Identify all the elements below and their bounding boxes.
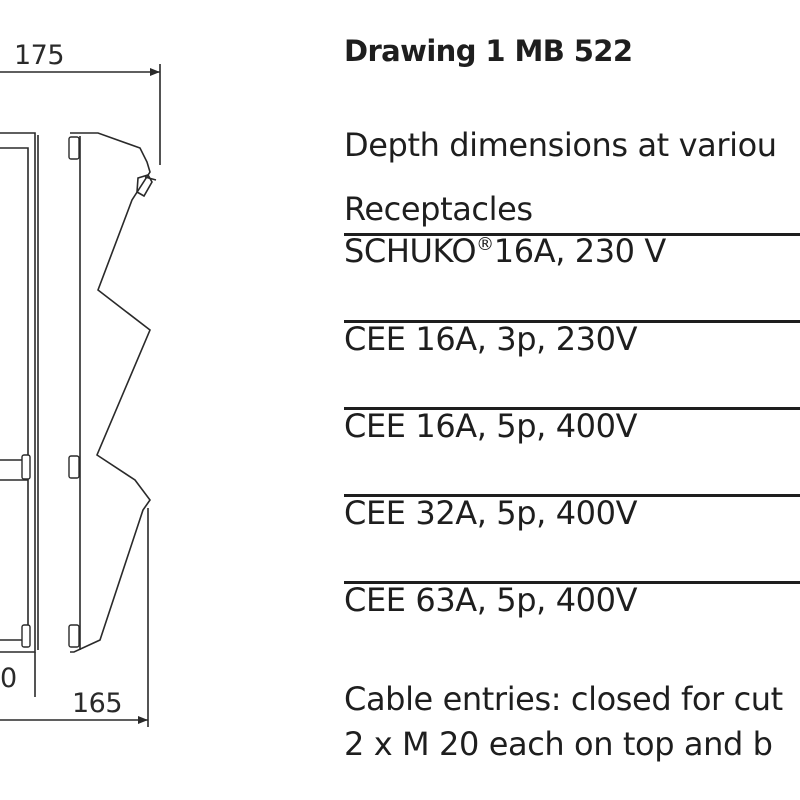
receptacles-header: Receptacles — [344, 190, 533, 228]
receptacle-row-cee-16a-5p: CEE 16A, 5p, 400V — [344, 407, 638, 445]
receptacle-name: SCHUKO — [344, 232, 477, 270]
receptacle-row-cee-63a-5p: CEE 63A, 5p, 400V — [344, 581, 638, 619]
latch-detail — [137, 175, 156, 196]
arrowhead-bottom-right — [138, 716, 148, 724]
depth-dimensions-heading: Depth dimensions at variou — [344, 126, 777, 164]
registered-mark: ® — [476, 234, 494, 255]
hinge-block-bottom — [69, 625, 79, 647]
housing-front-body — [0, 133, 35, 652]
receptacle-row-cee-16a-3p: CEE 16A, 3p, 230V — [344, 320, 638, 358]
drawing-title: Drawing 1 MB 522 — [344, 34, 633, 68]
hinge-block-top — [69, 137, 79, 159]
receptacle-row-cee-32a-5p: CEE 32A, 5p, 400V — [344, 494, 638, 532]
receptacle-row-schuko — [344, 232, 666, 270]
cable-entries-line-2: 2 x M 20 each on top and b — [344, 725, 773, 763]
hinge-block-mid — [69, 456, 79, 478]
housing-side-profile — [70, 133, 150, 652]
left-clip-mid — [22, 455, 30, 479]
dimension-label-165: 165 — [72, 688, 123, 719]
housing-front-inner — [0, 148, 28, 640]
left-clip-bottom — [22, 625, 30, 647]
enclosure-side-view-drawing — [0, 0, 330, 800]
cable-entries-line-1: Cable entries: closed for cut — [344, 680, 783, 718]
dimension-label-175: 175 — [14, 40, 65, 71]
receptacle-rating: 16A, 230 V — [493, 232, 666, 270]
arrowhead-top-right — [150, 68, 160, 76]
dimension-label-partial: 0 — [0, 663, 17, 694]
